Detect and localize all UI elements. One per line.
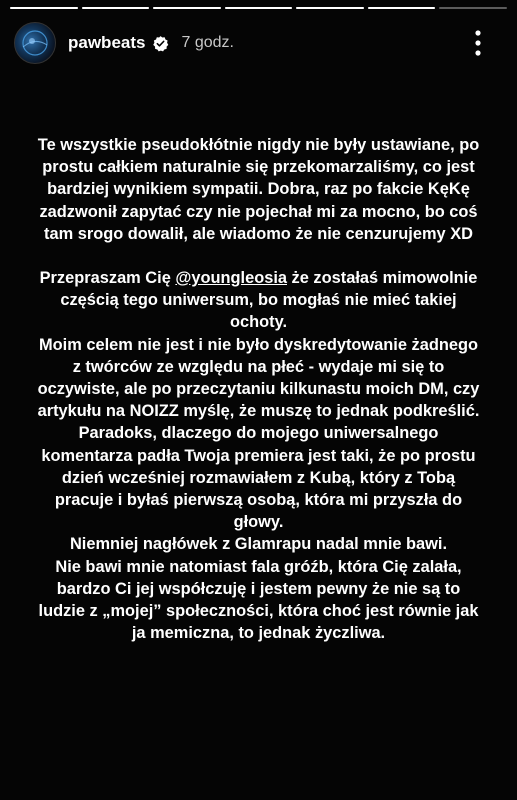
verified-badge-icon (152, 35, 169, 52)
story-progress-bar (10, 7, 507, 9)
paragraph-spacer (34, 245, 483, 267)
paragraph-headline: Niemniej nagłówek z Glamrapu nadal mnie bawi. (69, 535, 448, 554)
progress-segment-fill (368, 7, 436, 9)
paragraph-threats: Nie bawi mnie natomiast fala gróźb, która Cię zalała, bardzo Ci jej współczuję i jestem pewny że nie są to ludzie z „mojej” społeczności, która choć jest równie jak ja memiczna, to jednak życzliwa. (38, 557, 479, 643)
progress-segment (82, 7, 150, 9)
story-text (34, 134, 483, 644)
progress-segment (368, 7, 436, 9)
post-time: 7 godz. (181, 34, 234, 51)
paragraph-paradox: Paradoks, dlaczego do mojego uniwersalnego komentarza padła Twoja premiera jest taki, że po prostu dzień wcześniej rozmawiałem z Kubą, który z Tobą pracuje i byłaś pierwszą osobą, która mi przyszła do głowy. (41, 424, 476, 532)
story-header (14, 22, 503, 64)
paragraph-apology (34, 267, 483, 334)
progress-segment (153, 7, 221, 9)
profile-avatar-icon[interactable] (14, 22, 56, 64)
apology-text-end: że zostałaś mimowolnie częścią tego uniwersum, bo mogłaś nie mieć takiej ochoty. (60, 269, 478, 332)
mention-link[interactable]: @youngleosia (175, 269, 287, 288)
progress-segment-fill (296, 7, 364, 9)
progress-segment (439, 7, 507, 9)
progress-segment (225, 7, 293, 9)
progress-segment (10, 7, 78, 9)
username-link[interactable]: pawbeats (68, 33, 146, 52)
paragraph-explanation: Te wszystkie pseudokłótnie nigdy nie były ustawiane, po prostu całkiem naturalnie się przekomarzaliśmy, co jest bardziej wynikiem sympatii. Dobra, raz po fakcie KęKę zadzwonił zapytać czy nie pojechał mi za mocno, bo coś tam srogo dowalił, ale wiadomo że nie cenzurujemy XD (37, 136, 480, 243)
progress-segment-fill (82, 7, 150, 9)
more-vertical-icon[interactable] (475, 30, 481, 56)
progress-segment (296, 7, 364, 9)
apology-text-start: Przepraszam Cię (39, 269, 176, 288)
progress-segment-fill (153, 7, 221, 9)
progress-segment-fill (10, 7, 78, 9)
progress-segment-fill (225, 7, 293, 9)
paragraph-intent: Moim celem nie jest i nie było dyskredytowanie żadnego z twórców ze względu na płeć - wydaje mi się to oczywiste, ale po przeczytaniu kilkunastu moich DM, czy artykułu na NOIZZ myślę, że muszę to jednak podkreślić. (37, 335, 480, 421)
